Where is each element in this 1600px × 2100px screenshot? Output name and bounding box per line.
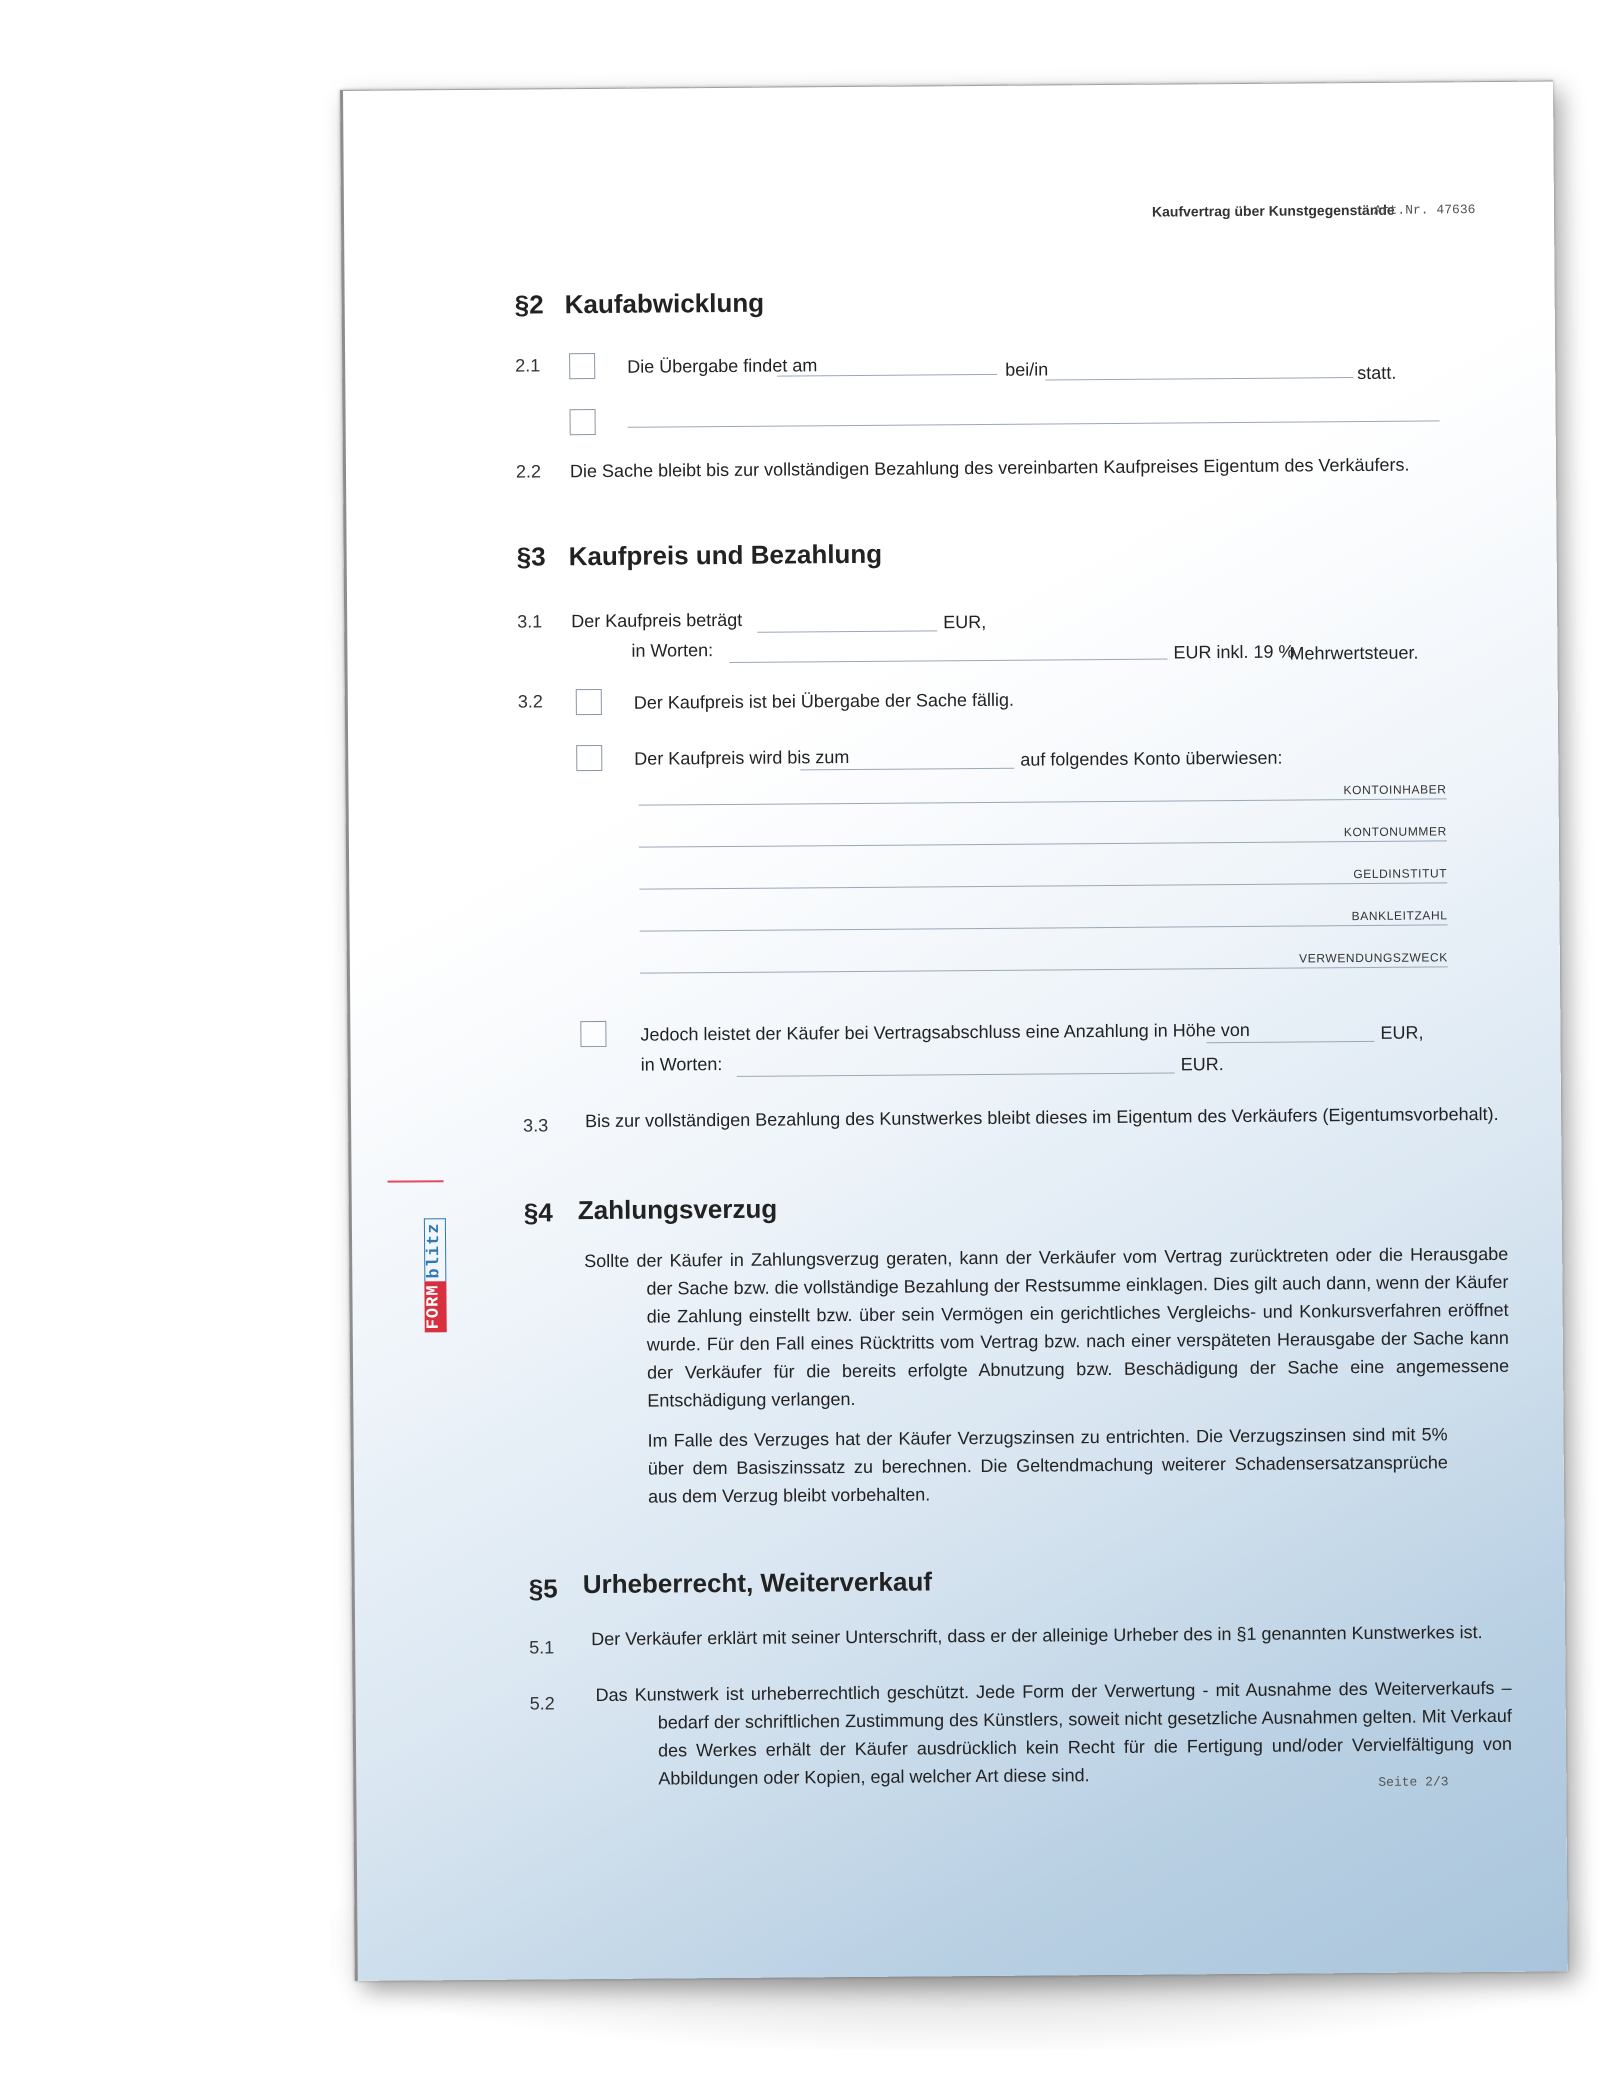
logo-form-text: FORM xyxy=(424,1281,446,1332)
account-holder-label: KONTOINHABER xyxy=(1343,782,1447,798)
item-2-2-number: 2.2 xyxy=(515,461,542,482)
item-3-2-deposit-text: Jedoch leistet der Käufer bei Vertragsabschluss eine Anzahlung in Höhe von xyxy=(640,1019,1250,1045)
document-page xyxy=(340,80,1568,1980)
item-3-1-words-label: in Worten: xyxy=(631,640,714,661)
account-number-label: KONTONUMMER xyxy=(1343,824,1447,840)
item-3-2-option-2: Der Kaufpreis wird bis zum xyxy=(634,747,850,769)
item-3-2-option-2-end: auf folgendes Konto überwiesen: xyxy=(1020,747,1283,770)
item-2-2-text: Die Sache bleibt bis zur vollständigen Bezahlung des vereinbarten Kaufpreises Eigentum des Verkäufers. xyxy=(569,454,1410,482)
checkbox-3-2-deposit[interactable] xyxy=(580,1021,606,1047)
section-2-number: §2 xyxy=(514,289,544,320)
item-3-1-eur-incl: EUR inkl. 19 % xyxy=(1173,641,1295,663)
article-number: Art.Nr. 47636 xyxy=(1373,202,1476,218)
item-2-1-end-text: statt. xyxy=(1357,362,1397,384)
document-header-title: Kaufvertrag über Kunstgegenstände xyxy=(1151,201,1395,220)
item-3-2-deposit-eur: EUR, xyxy=(1380,1022,1424,1043)
checkbox-2-1-handover[interactable] xyxy=(569,353,595,379)
section-2-title: Kaufabwicklung xyxy=(564,287,765,320)
account-number-field[interactable] xyxy=(639,840,1447,847)
price-field[interactable] xyxy=(757,630,937,632)
item-2-1-number: 2.1 xyxy=(515,355,541,376)
item-5-2-text: Das Kunstwerk ist urheberrechtlich geschützt. Jede Form der Verwertung - mit Ausnahme des Weiterverkaufs – bedarf der schriftlichen Zustimmung des Künstlers, soweit nicht gesetzliche Ausnahmen gelten. Mit Verkauf des Werkes erhält der Käufer ausdrücklich kein Recht für die Fertigung und/oder Vervielfältigung von Abbildungen oder Kopien, egal welcher Art diese sind. xyxy=(595,1677,1513,1789)
item-3-1-text: Der Kaufpreis beträgt xyxy=(571,609,743,632)
item-3-1-number: 3.1 xyxy=(517,611,543,632)
item-2-1-at-label: bei/in xyxy=(1005,359,1049,380)
item-3-3-number: 3.3 xyxy=(523,1115,549,1136)
item-5-1-number: 5.1 xyxy=(529,1637,555,1658)
section-4-title: Zahlungsverzug xyxy=(577,1193,778,1226)
bank-name-label: GELDINSTITUT xyxy=(1353,866,1448,882)
checkbox-2-1-custom[interactable] xyxy=(570,409,596,435)
item-3-2-option-1: Der Kaufpreis ist bei Übergabe der Sache fällig. xyxy=(633,689,1015,713)
formblitz-logo xyxy=(424,1180,447,1330)
section-5-number: §5 xyxy=(528,1573,558,1604)
item-3-1-vat: Mehrwertsteuer. xyxy=(1289,642,1419,664)
page-number: Seite 2/3 xyxy=(1378,1774,1449,1790)
payment-reference-label: VERWENDUNGSZWECK xyxy=(1299,950,1448,966)
logo-blitz-text: blitz xyxy=(424,1218,446,1281)
custom-handover-field[interactable] xyxy=(628,420,1440,427)
account-holder-field[interactable] xyxy=(639,798,1447,805)
checkbox-3-2-transfer[interactable] xyxy=(576,745,602,771)
item-5-2-number: 5.2 xyxy=(529,1693,555,1714)
section-4-paragraph-2: Im Falle des Verzuges hat der Käufer Verzugszinsen zu entrichten. Die Verzugszinsen sind mit 5% über dem Basiszinssatz zu berechnen. Die Geltendmachung weiterer Schadensersatzansprüche aus dem Verzug bleibt vorbehalten. xyxy=(647,1424,1448,1507)
section-4-paragraph-1: Sollte der Käufer in Zahlungsverzug geraten, kann der Verkäufer vom Vertrag zurücktreten oder die Herausgabe der Sache bzw. die vollständige Bezahlung der Restsumme einklagen. Dies gilt auch dann, wenn der Käufer die Zahlung einstellt bzw. über sein Vermögen ein gerichtliches Vergleichs- und Konkursverfahren eröffnet wurde. Für den Fall eines Rücktritts vom Vertrag bzw. nach einer verspäteten Herausgabe der Sache kann der Verkäufer für die bereits erfolgte Abnutzung bzw. Beschädigung der Sache eine angemessene Entschädigung verlangen. xyxy=(584,1243,1510,1411)
deposit-amount-field[interactable] xyxy=(1207,1041,1375,1043)
logo-wordmark xyxy=(424,1182,447,1332)
section-4-number: §4 xyxy=(523,1197,553,1228)
item-3-2-deposit-eur-end: EUR. xyxy=(1180,1054,1224,1075)
bank-name-field[interactable] xyxy=(639,882,1447,889)
section-3-title: Kaufpreis und Bezahlung xyxy=(568,538,883,572)
deposit-in-words-field[interactable] xyxy=(737,1072,1175,1076)
item-2-1-text: Die Übergabe findet am xyxy=(627,355,818,377)
section-3-number: §3 xyxy=(516,541,546,572)
price-in-words-field[interactable] xyxy=(730,659,1168,663)
payment-reference-field[interactable] xyxy=(640,966,1448,973)
item-3-2-deposit-words-label: in Worten: xyxy=(640,1054,723,1075)
handover-place-field[interactable] xyxy=(1045,377,1353,380)
item-3-1-eur-label: EUR, xyxy=(943,611,987,633)
checkbox-3-2-due-on-handover[interactable] xyxy=(576,689,602,715)
item-3-2-number: 3.2 xyxy=(517,691,543,712)
bank-code-label: BANKLEITZAHL xyxy=(1351,908,1448,924)
item-5-1-text: Der Verkäufer erklärt mit seiner Unterschrift, dass er der alleinige Urheber des in §1 genannten Kunstwerkes ist. xyxy=(591,1622,1483,1650)
section-5-title: Urheberrecht, Weiterverkauf xyxy=(582,1566,933,1600)
bank-code-field[interactable] xyxy=(640,924,1448,931)
item-3-3-text: Bis zur vollständigen Bezahlung des Kunstwerkes bleibt dieses im Eigentum des Verkäufers (Eigentumsvorbehalt). xyxy=(585,1103,1499,1132)
